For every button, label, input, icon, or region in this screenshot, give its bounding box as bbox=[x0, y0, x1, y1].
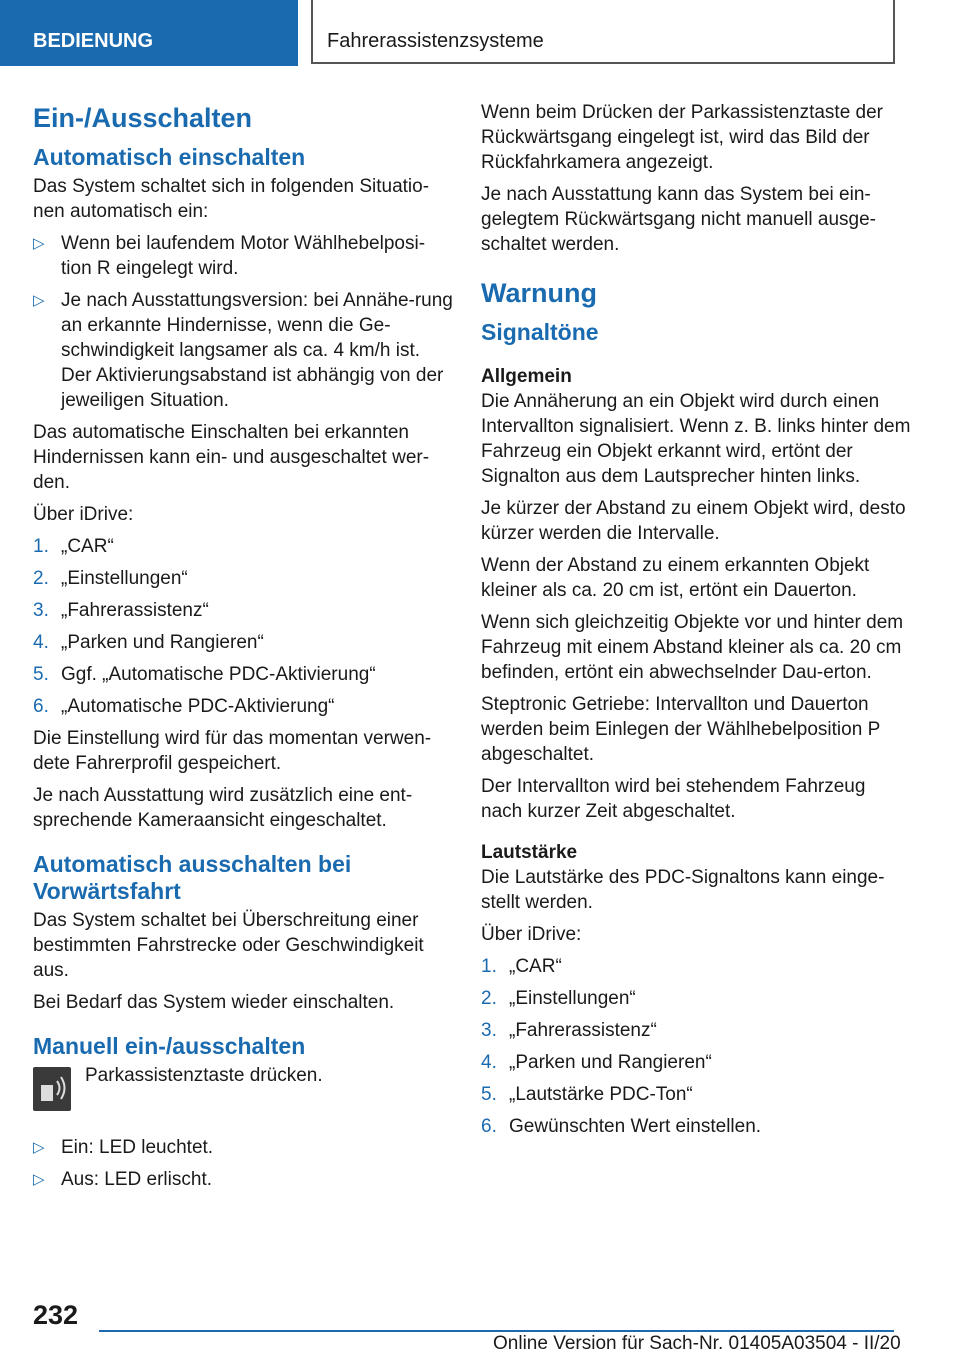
paragraph: Die Lautstärke des PDC-Signaltons kann einge-stellt werden. bbox=[481, 867, 885, 913]
step-item: 4. „Parken und Rangieren“ bbox=[33, 632, 264, 653]
heading-lautstaerke: Lautstärke bbox=[481, 842, 578, 863]
step-item: 3. „Fahrerassistenz“ bbox=[33, 600, 209, 621]
paragraph: Wenn beim Drücken der Parkassistenztaste der Rückwärtsgang eingelegt ist, wird das Bild der Rückfahrkamera angezeigt. bbox=[481, 102, 883, 173]
icon-row bbox=[33, 1063, 453, 1135]
bullet-triangle-icon: ▷ bbox=[33, 1139, 45, 1156]
step-item: 2. „Einstellungen“ bbox=[33, 568, 188, 589]
heading-automatisch-einschalten: Automatisch einschalten bbox=[33, 144, 306, 170]
icon-instruction: Parkassistenztaste drücken. bbox=[85, 1065, 323, 1086]
step-item: 5. Ggf. „Automatische PDC-Aktivierung“ bbox=[33, 664, 376, 685]
heading-allgemein: Allgemein bbox=[481, 366, 572, 387]
heading-automatisch-ausschalten: Automatisch ausschalten bei Vorwärtsfahrt bbox=[33, 851, 352, 904]
paragraph: Wenn sich gleichzeitig Objekte vor und hinter dem Fahrzeug mit einem Abstand kleiner als ca. 20 cm befinden, ertönt ein abwechselnder Dau-erton. bbox=[481, 612, 904, 683]
heading-warnung: Warnung bbox=[481, 278, 597, 308]
step-item: 5. „Lautstärke PDC-Ton“ bbox=[481, 1084, 693, 1105]
left-column bbox=[33, 100, 453, 1199]
paragraph: Wenn der Abstand zu einem erkannten Objekt kleiner als ca. 20 cm ist, ertönt ein Dauerton. bbox=[481, 555, 870, 601]
paragraph: Das System schaltet sich in folgenden Situatio-nen automatisch ein: bbox=[33, 176, 430, 222]
paragraph: Je nach Ausstattung kann das System bei ein-gelegtem Rückwärtsgang nicht manuell ausge-schaltet werden. bbox=[481, 184, 876, 255]
paragraph: Die Annäherung an ein Objekt wird durch einen Intervallton signalisiert. Wenn z. B. links hinter dem Fahrzeug ein Objekt erkannt wird, ertönt der Signalton aus dem Lautsprecher hinten links. bbox=[481, 391, 911, 487]
heading-manuell-ein-ausschalten: Manuell ein-/ausschalten bbox=[33, 1033, 306, 1059]
section-title: BEDIENUNG bbox=[0, 0, 298, 66]
list-item: ▷ Aus: LED erlischt. bbox=[33, 1169, 212, 1190]
paragraph: Der Intervallton wird bei stehendem Fahrzeug nach kurzer Zeit abgeschaltet. bbox=[481, 776, 866, 822]
bullet-triangle-icon: ▷ bbox=[33, 1171, 45, 1188]
step-item: 3. „Fahrerassistenz“ bbox=[481, 1020, 657, 1041]
step-item: 6. „Automatische PDC-Aktivierung“ bbox=[33, 696, 335, 717]
page-number: 232 bbox=[33, 1300, 79, 1330]
step-item: 6. Gewünschten Wert einstellen. bbox=[481, 1116, 762, 1137]
paragraph: Das automatische Einschalten bei erkannten Hindernissen kann ein- und ausgeschaltet wer-den. bbox=[33, 422, 430, 493]
heading-signaltoene: Signaltöne bbox=[481, 319, 599, 345]
park-assist-button-icon bbox=[33, 1067, 71, 1111]
paragraph: Über iDrive: bbox=[33, 504, 134, 525]
bullet-triangle-icon: ▷ bbox=[33, 292, 45, 309]
step-item: 4. „Parken und Rangieren“ bbox=[481, 1052, 712, 1073]
heading-ein-ausschalten: Ein-/Ausschalten bbox=[33, 103, 253, 133]
paragraph: Über iDrive: bbox=[481, 924, 582, 945]
step-item: 1. „CAR“ bbox=[481, 956, 562, 977]
paragraph: Je nach Ausstattung wird zusätzlich eine ent-sprechende Kameraansicht eingeschaltet. bbox=[33, 785, 413, 831]
list-item: ▷ Wenn bei laufendem Motor Wählhebelposi-tion R eingelegt wird. bbox=[33, 233, 426, 279]
chapter-title: Fahrerassistenzsysteme bbox=[311, 0, 895, 64]
footer-text: Online Version für Sach-Nr. 01405A03504 - II/20 bbox=[493, 1333, 901, 1354]
step-item: 2. „Einstellungen“ bbox=[481, 988, 636, 1009]
paragraph: Die Einstellung wird für das momentan verwen-dete Fahrerprofil gespeichert. bbox=[33, 728, 432, 774]
footer-divider bbox=[99, 1330, 894, 1332]
paragraph: Je kürzer der Abstand zu einem Objekt wird, desto kürzer werden die Intervalle. bbox=[481, 498, 906, 544]
page-header bbox=[0, 0, 960, 66]
paragraph: Steptronic Getriebe: Intervallton und Dauerton werden beim Einlegen der Wählhebelposition P abgeschaltet. bbox=[481, 694, 880, 765]
paragraph: Bei Bedarf das System wieder einschalten. bbox=[33, 992, 395, 1013]
bullet-triangle-icon: ▷ bbox=[33, 235, 45, 252]
right-column bbox=[481, 100, 911, 1146]
list-item: ▷ Ein: LED leuchtet. bbox=[33, 1137, 214, 1158]
list-item: ▷ Je nach Ausstattungsversion: bei Annähe-rung an erkannte Hindernisse, wenn die Ge-schwindigkeit langsamer als ca. 4 km/h ist. Der Aktivierungsabstand ist abhängig von der jeweiligen Situation. bbox=[33, 290, 453, 411]
paragraph: Das System schaltet bei Überschreitung einer bestimmten Fahrstrecke oder Geschwindigkeit aus. bbox=[33, 910, 424, 981]
step-item: 1. „CAR“ bbox=[33, 536, 114, 557]
